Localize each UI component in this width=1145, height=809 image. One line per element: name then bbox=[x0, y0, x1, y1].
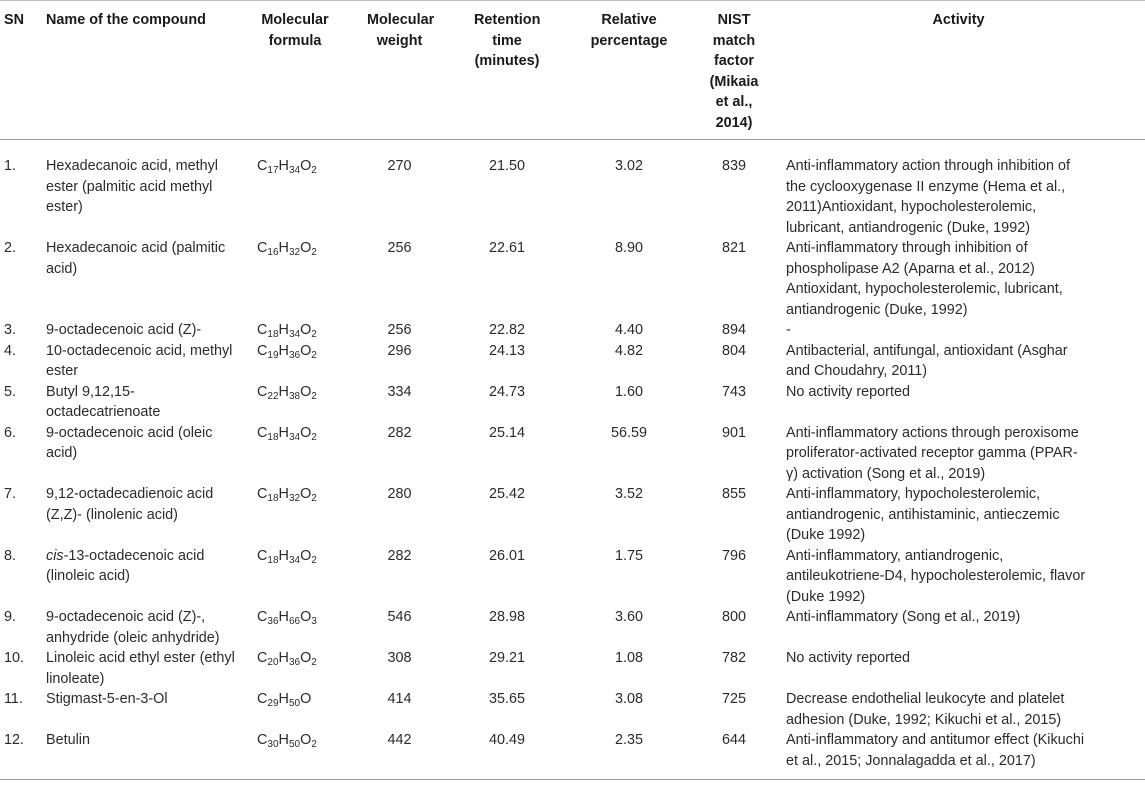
cell-activity: No activity reported bbox=[786, 650, 910, 666]
cell-name: 9-octadecenoic acid (Z)-, anhydride (oleic anhydride) bbox=[46, 609, 220, 646]
header-sn: SN bbox=[0, 1, 30, 140]
table-row bbox=[0, 238, 1145, 320]
cell-activity: No activity reported bbox=[786, 383, 910, 400]
cell-sn: 9. bbox=[4, 609, 17, 625]
table-row bbox=[0, 382, 1145, 423]
cell-weight: 546 bbox=[387, 609, 412, 625]
cell-formula: $C_{20}H_{36}O_2$ bbox=[257, 650, 317, 668]
cell-retention: 28.98 bbox=[488, 609, 525, 625]
cell-formula: $C_{16}H_{32}O_2$ bbox=[257, 240, 317, 258]
cell-weight: 414 bbox=[387, 691, 412, 707]
cell-nist: 644 bbox=[696, 730, 772, 780]
cell-nist: 901 bbox=[721, 424, 746, 441]
cell-nist: 782 bbox=[721, 650, 746, 666]
cell-weight: 282 bbox=[387, 547, 412, 564]
cell-relative: 1.60 bbox=[614, 383, 643, 400]
cell-nist: 855 bbox=[721, 486, 746, 502]
cell-sn: 2. bbox=[4, 240, 17, 256]
cell-formula: $C_{18}H_{32}O_2$ bbox=[257, 486, 317, 504]
cell-formula: $C_{36}H_{66}O_3$ bbox=[257, 609, 317, 627]
cell-activity: Anti-inflammatory and antitumor effect (Kikuchi et al., 2015; Jonnalagadda et al., 2017) bbox=[772, 730, 1145, 780]
cell-sn: 3. bbox=[4, 322, 17, 338]
table-row bbox=[0, 730, 1145, 780]
header-nist: NIST match factor (Mikaia et al., 2014) bbox=[696, 1, 772, 140]
cell-retention: 25.42 bbox=[488, 486, 525, 502]
cell-retention: 22.61 bbox=[488, 240, 525, 256]
cell-nist: 800 bbox=[721, 609, 746, 625]
cell-weight: 296 bbox=[387, 342, 412, 359]
cell-name: Hexadecanoic acid (palmitic acid) bbox=[46, 240, 226, 277]
cell-name: Hexadecanoic acid, methyl ester (palmitic acid methyl ester) bbox=[46, 158, 218, 215]
table-row bbox=[0, 546, 1145, 608]
cell-sn: 7. bbox=[4, 486, 17, 502]
cell-relative: 3.60 bbox=[614, 609, 643, 625]
cell-retention: 35.65 bbox=[488, 691, 525, 707]
header-activity: Activity bbox=[772, 1, 1145, 140]
cell-relative: 1.08 bbox=[614, 650, 643, 666]
cell-activity: Anti-inflammatory (Song et al., 2019) bbox=[786, 609, 1021, 625]
cell-formula: $C_{30}H_{50}O_2$ bbox=[243, 730, 347, 780]
table-row bbox=[0, 607, 1145, 648]
cell-activity: Antibacterial, antifungal, antioxidant (Asghar and Choudahry, 2011) bbox=[786, 342, 1068, 379]
cell-weight: 270 bbox=[387, 158, 412, 174]
cell-retention: 24.73 bbox=[488, 383, 525, 400]
cell-sn: 6. bbox=[4, 424, 17, 441]
cell-retention: 26.01 bbox=[488, 547, 525, 564]
cell-weight: 308 bbox=[387, 650, 412, 666]
cell-relative: 4.40 bbox=[614, 322, 643, 338]
cell-name: cis-13-octadecenoic acid (linoleic acid) bbox=[46, 547, 205, 584]
cell-sn: 1. bbox=[4, 158, 17, 174]
header-weight: Molecular weight bbox=[347, 1, 452, 140]
cell-formula: $C_{18}H_{34}O_2$ bbox=[257, 547, 317, 566]
cell-formula: $C_{22}H_{38}O_2$ bbox=[257, 383, 317, 402]
cell-formula: $C_{29}H_{50}O$ bbox=[257, 691, 312, 709]
cell-retention: 22.82 bbox=[488, 322, 525, 338]
cell-formula: $C_{19}H_{36}O_2$ bbox=[257, 342, 317, 361]
table-row bbox=[0, 689, 1145, 730]
cell-weight: 256 bbox=[387, 240, 412, 256]
cell-name: Butyl 9,12,15-octadecatrienoate bbox=[46, 383, 161, 420]
table-row bbox=[0, 423, 1145, 485]
cell-activity: Anti-inflammatory, hypocholesterolemic, antiandrogenic, antihistaminic, antieczemic (Duke 1992) bbox=[786, 486, 1060, 543]
cell-activity: - bbox=[786, 322, 791, 338]
cell-relative: 3.08 bbox=[614, 691, 643, 707]
table-header bbox=[0, 1, 1145, 140]
table-row bbox=[0, 140, 1145, 239]
cell-sn: 11. bbox=[4, 691, 23, 707]
table-row bbox=[0, 648, 1145, 689]
cell-retention: 40.49 bbox=[452, 730, 562, 780]
cell-activity: Anti-inflammatory, antiandrogenic, antileukotriene-D4, hypocholesterolemic, flavor (Duke 1992) bbox=[786, 547, 1086, 605]
table-row bbox=[0, 484, 1145, 546]
header-name: Name of the compound bbox=[30, 1, 243, 140]
name-prefix: cis bbox=[46, 547, 64, 564]
header-retention: Retention time (minutes) bbox=[452, 1, 562, 140]
cell-relative: 8.90 bbox=[614, 240, 643, 256]
cell-name: 9-octadecenoic acid (oleic acid) bbox=[46, 424, 213, 461]
cell-name: 10-octadecenoic acid, methyl ester bbox=[46, 342, 233, 379]
cell-sn: 4. bbox=[4, 342, 17, 359]
cell-name: Linoleic acid ethyl ester (ethyl linoleate) bbox=[46, 650, 235, 687]
header-formula: Molecular formula bbox=[243, 1, 347, 140]
cell-weight: 334 bbox=[387, 383, 412, 400]
cell-sn: 12. bbox=[0, 730, 30, 780]
header-relative: Relative percentage bbox=[562, 1, 696, 140]
cell-weight: 282 bbox=[387, 424, 412, 441]
cell-retention: 29.21 bbox=[488, 650, 525, 666]
cell-name: Betulin bbox=[30, 730, 243, 780]
table-body bbox=[0, 140, 1145, 780]
cell-nist: 894 bbox=[721, 322, 746, 338]
cell-sn: 8. bbox=[4, 547, 17, 564]
cell-retention: 24.13 bbox=[488, 342, 525, 359]
cell-nist: 804 bbox=[721, 342, 746, 359]
cell-relative: 1.75 bbox=[614, 547, 643, 564]
cell-relative: 3.52 bbox=[614, 486, 643, 502]
cell-weight: 280 bbox=[387, 486, 412, 502]
cell-nist: 743 bbox=[721, 383, 746, 400]
cell-nist: 821 bbox=[721, 240, 746, 256]
cell-nist: 839 bbox=[721, 158, 746, 174]
table-row bbox=[0, 320, 1145, 341]
cell-activity: Anti-inflammatory actions through peroxisome proliferator-activated receptor gamma (PPAR- γ) activation (Song et al., 2019) bbox=[786, 424, 1079, 482]
cell-sn: 10. bbox=[4, 650, 25, 666]
cell-activity: Decrease endothelial leukocyte and platelet adhesion (Duke, 1992; Kikuchi et al., 2015) bbox=[786, 691, 1065, 728]
cell-retention: 21.50 bbox=[488, 158, 525, 174]
cell-nist: 725 bbox=[721, 691, 746, 707]
cell-nist: 796 bbox=[721, 547, 746, 564]
table-row bbox=[0, 341, 1145, 382]
cell-name: Stigmast-5-en-3-Ol bbox=[46, 691, 168, 707]
cell-formula: $C_{18}H_{34}O_2$ bbox=[257, 322, 317, 340]
cell-formula: $C_{17}H_{34}O_2$ bbox=[257, 158, 317, 176]
cell-relative: 56.59 bbox=[610, 424, 647, 441]
cell-retention: 25.14 bbox=[488, 424, 525, 441]
cell-formula: $C_{18}H_{34}O_2$ bbox=[257, 424, 317, 443]
cell-sn: 5. bbox=[4, 383, 17, 400]
cell-activity: Anti-inflammatory action through inhibition of the cyclooxygenase II enzyme (Hema et al., 2011)Antioxidant, hypocholesterolemic, lubricant, antiandrogenic (Duke, 1992) bbox=[786, 158, 1070, 236]
cell-name: 9-octadecenoic acid (Z)- bbox=[46, 322, 202, 338]
cell-name: 9,12-octadecadienoic acid (Z,Z)- (linolenic acid) bbox=[46, 486, 214, 523]
cell-activity: Anti-inflammatory through inhibition of phospholipase A2 (Aparna et al., 2012) Antioxidant, hypocholesterolemic, lubricant, antiandrogenic (Duke, 1992) bbox=[786, 240, 1063, 318]
cell-weight: 442 bbox=[347, 730, 452, 780]
cell-relative: 3.02 bbox=[614, 158, 643, 174]
cell-relative: 2.35 bbox=[562, 730, 696, 780]
cell-weight: 256 bbox=[387, 322, 412, 338]
cell-relative: 4.82 bbox=[614, 342, 643, 359]
